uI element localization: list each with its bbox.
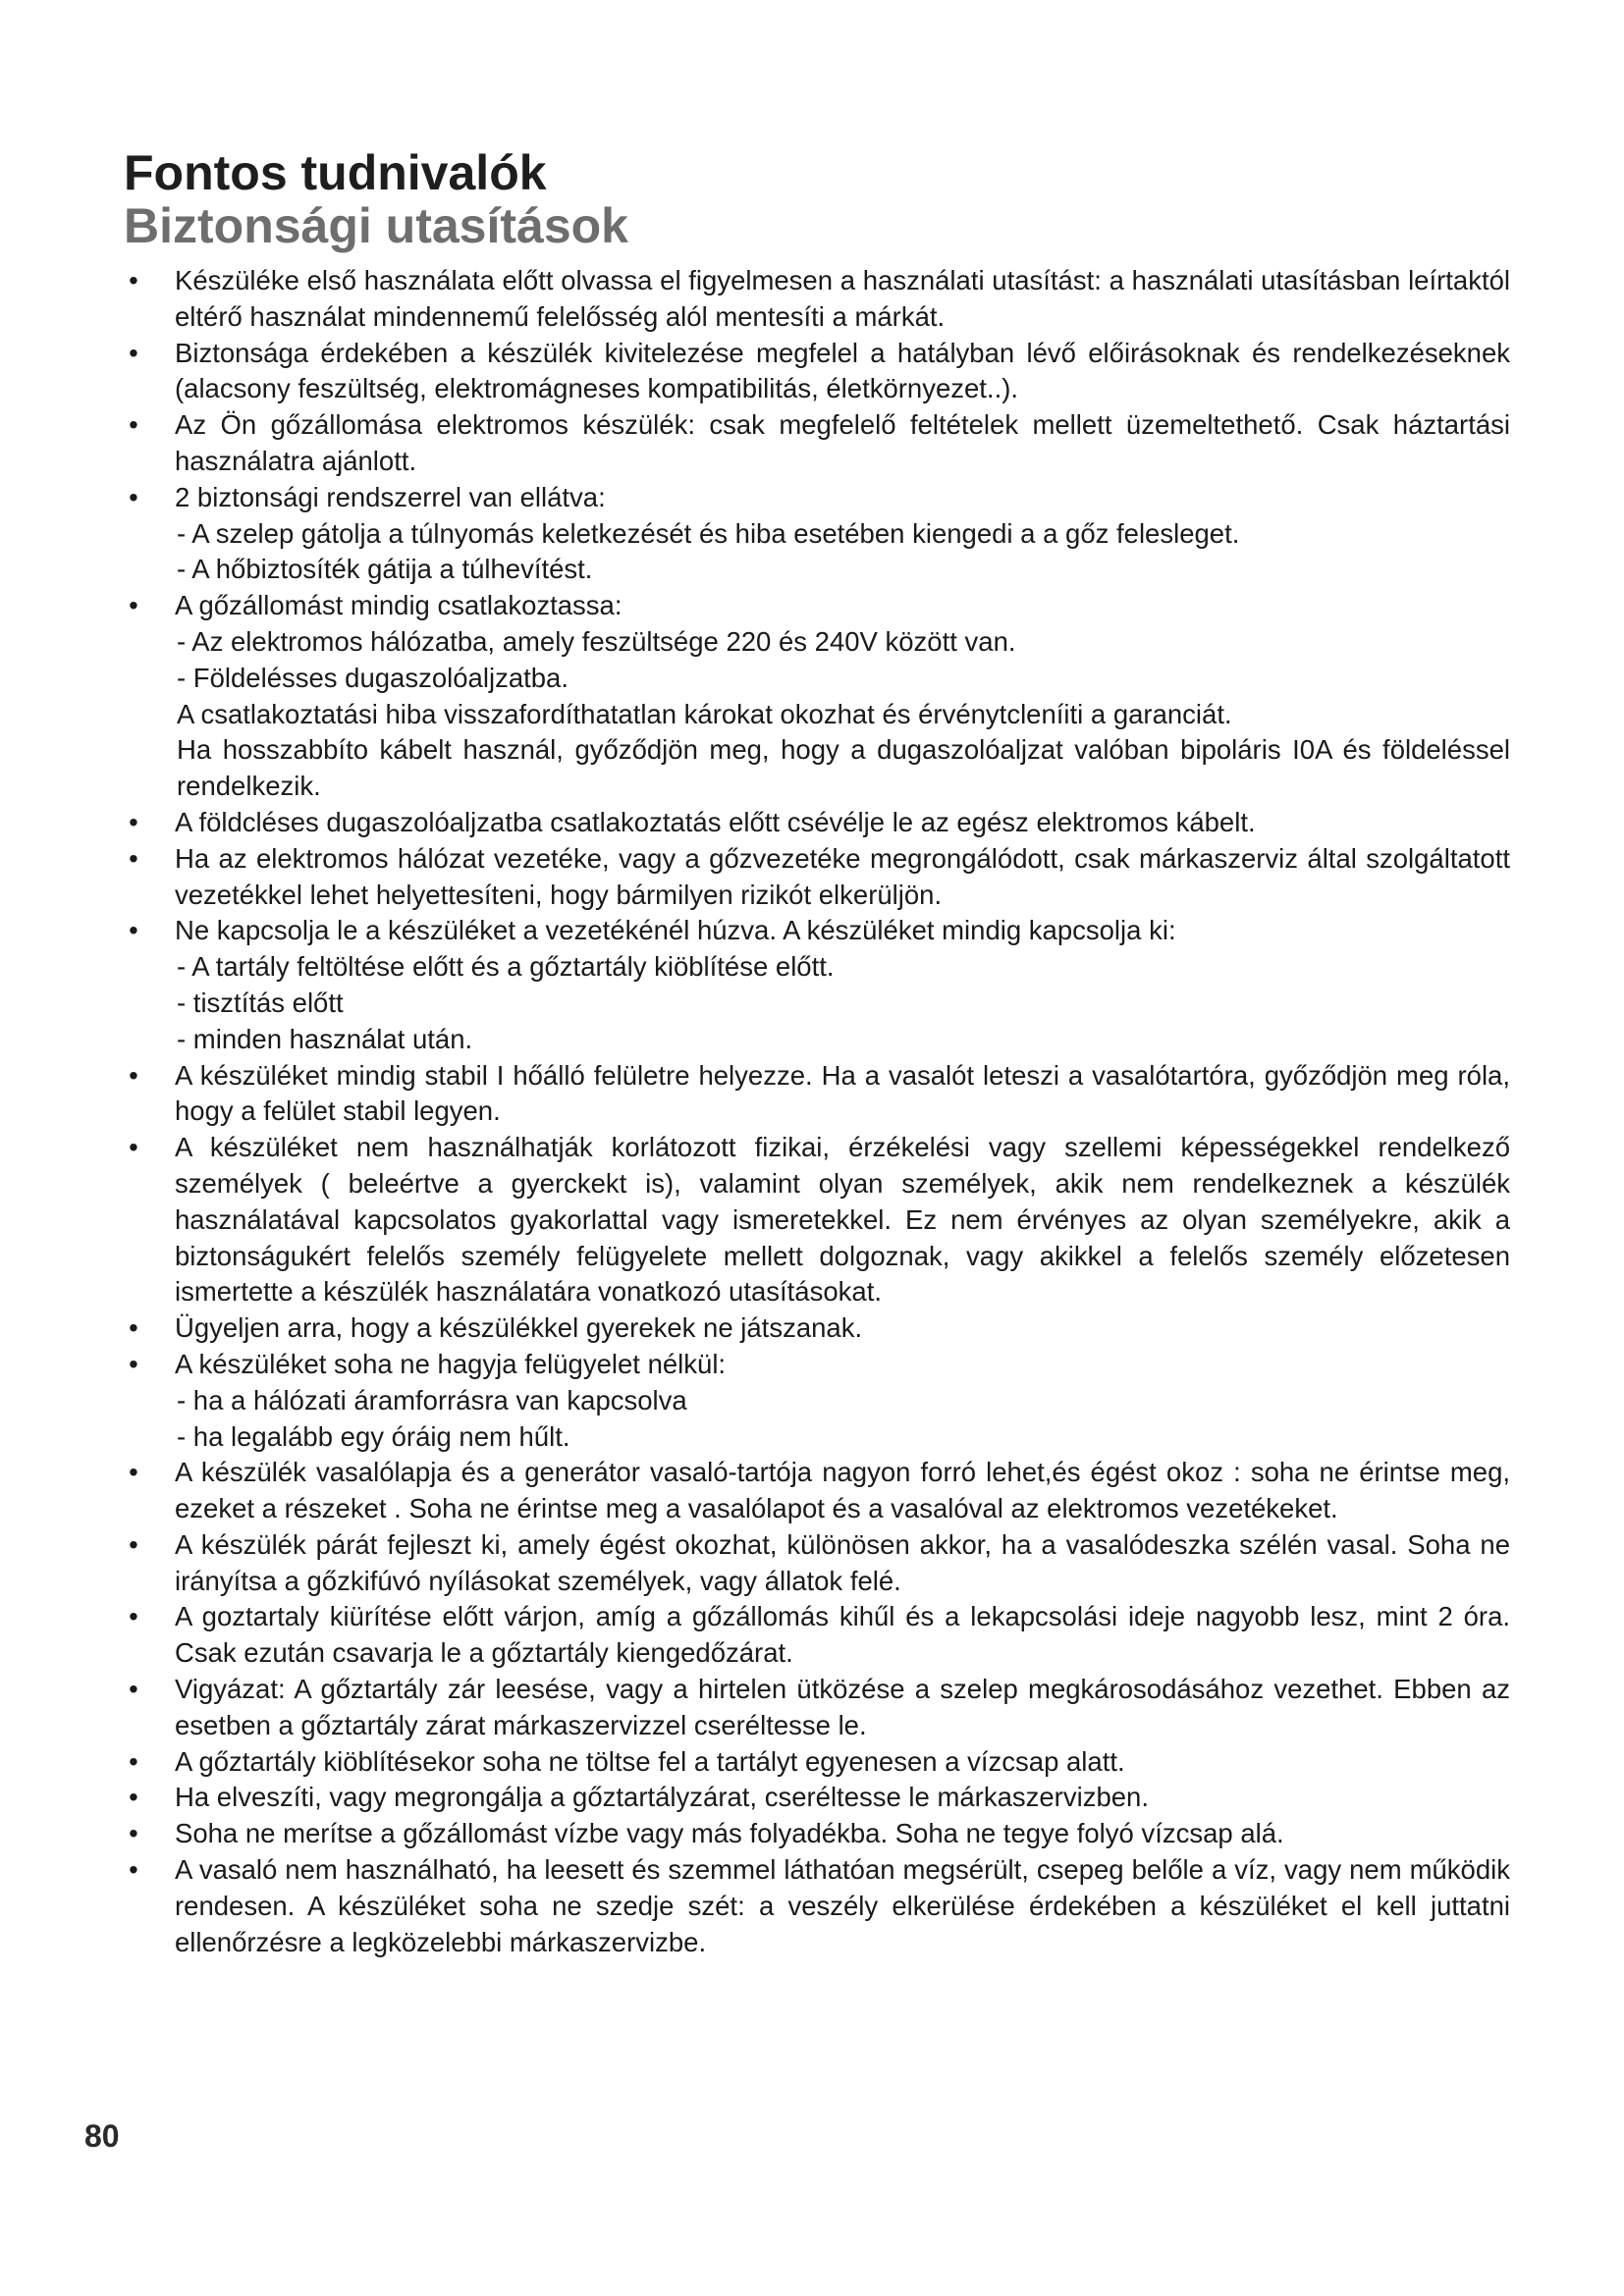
list-subitem-text: - tisztítás előtt: [177, 987, 344, 1018]
bullet-icon: •: [129, 590, 138, 621]
list-item-text: Vigyázat: A gőztartály zár leesése, vagy a hirtelen ütközése a szelep megkárosodásához vezethet. Ebben az esetben a gőztartály zárat márkaszervizzel cseréltesse le.: [175, 1674, 1510, 1740]
list-item: [124, 805, 1510, 841]
list-item: [124, 1816, 1510, 1852]
bullet-icon: •: [129, 1132, 138, 1163]
list-item: [124, 1310, 1510, 1347]
list-subitem-text: Ha hosszabbíto kábelt használ, győződjön meg, hogy a dugaszolóaljzat valóban bipoláris I0A és földeléssel rendelkezik.: [177, 734, 1510, 802]
list-item: [124, 1780, 1510, 1816]
list-item-text: A készüléket soha ne hagyja felügyelet nélkül:: [175, 1348, 727, 1379]
section-subtitle: Biztonsági utasítások: [124, 198, 628, 253]
list-item: [124, 1852, 1510, 1960]
list-subitem-text: - Földelésses dugaszolóaljzatba.: [177, 662, 568, 693]
bullet-icon: •: [129, 1528, 138, 1560]
list-subitem-text: - Az elektromos hálózatba, amely feszültsége 220 és 240V között van.: [177, 625, 1016, 657]
bullet-icon: •: [129, 1601, 138, 1632]
bullet-icon: •: [129, 806, 138, 837]
page-title: Fontos tudnivalók: [124, 145, 547, 200]
list-item-text: A készülék vasalólapja és a generátor vasaló-tartója nagyon forró lehet,és égést okoz : soha ne érintse meg, ezeket a részeket . Soha ne érintse meg a vasalólapot és a vasalóval az elektromos vezetékeket.: [175, 1457, 1510, 1524]
bullet-icon: •: [129, 1674, 138, 1705]
list-item: [124, 588, 1510, 805]
list-item-text: Ne kapcsolja le a készüléket a vezetékénél húzva. A készüléket mindig kapcsolja ki:: [175, 915, 1176, 946]
bullet-icon: •: [129, 481, 138, 512]
page-number: 80: [84, 2118, 120, 2154]
list-item: [124, 336, 1510, 408]
list-item-text: A vasaló nem használható, ha leesett és szemmel láthatóan megsérült, csepeg belőle a víz, vagy nem működik rendesen. A készüléket soha ne szedje szét: a veszély elkerülése érdekében a készüléket el kell juttatni ellenőrzésre a legközelebbi márkaszervizbe.: [175, 1854, 1510, 1957]
list-subitem-text: - A hőbiztosíték gátija a túlhevítést.: [177, 554, 593, 585]
bullet-icon: •: [129, 1457, 138, 1488]
bullet-icon: •: [129, 842, 138, 874]
list-item: [124, 1672, 1510, 1744]
list-item-text: Készüléke első használata előtt olvassa el figyelmesen a használati utasítást: a használati utasításban leírtaktól eltérő használat mindennemű felelősség alól mentesíti a márkát.: [175, 265, 1510, 332]
bullet-icon: •: [129, 1818, 138, 1849]
list-item: [124, 841, 1510, 914]
list-item-text: Ha elveszíti, vagy megrongálja a gőztartályzárat, cseréltesse le márkaszervizben.: [175, 1782, 1149, 1813]
list-item-text: A készüléket mindig stabil I hőálló felületre helyezze. Ha a vasalót leteszi a vasalótartóra, győződjön meg róla, hogy a felület stabil legyen.: [175, 1059, 1510, 1127]
list-item: [124, 1599, 1510, 1672]
list-item: [124, 1058, 1510, 1131]
list-item-text: A földcléses dugaszolóaljzatba csatlakoztatás előtt csévélje le az egész elektromos kábelt.: [175, 806, 1256, 837]
list-item-text: Az Ön gőzállomása elektromos készülék: csak megfelelő feltételek mellett üzemeltethető. Csak háztartási használatra ajánlott.: [175, 409, 1510, 476]
list-item-text: Ha az elektromos hálózat vezetéke, vagy a gőzvezetéke megrongálódott, csak márkaszerviz által szolgáltatott vezetékkel lehet helyettesíteni, hogy bármilyen rizikót elkerüljön.: [175, 842, 1510, 910]
bullet-icon: •: [129, 1854, 138, 1886]
bullet-icon: •: [129, 1745, 138, 1777]
list-item: [124, 1744, 1510, 1781]
list-item-text: 2 biztonsági rendszerrel van ellátva:: [175, 481, 606, 512]
list-item: [124, 263, 1510, 336]
list-item: [124, 480, 1510, 588]
bullet-icon: •: [129, 1348, 138, 1379]
list-item: [124, 1455, 1510, 1527]
list-subitem-text: - ha a hálózati áramforrásra van kapcsolva: [177, 1384, 687, 1415]
bullet-icon: •: [129, 1312, 138, 1344]
list-item-text: A gőzállomást mindig csatlakoztassa:: [175, 590, 623, 621]
list-subitem-text: A csatlakoztatási hiba visszafordíthatatlan károkat okozhat és érvénytcleníiti a garanciát.: [177, 698, 1232, 729]
bullet-icon: •: [129, 337, 138, 368]
list-item-text: A készülék párát fejleszt ki, amely égést okozhat, különösen akkor, ha a vasalódeszka szélén vasal. Soha ne irányítsa a gőzkifúvó nyílásokat személyek, vagy állatok felé.: [175, 1528, 1510, 1596]
list-item: [124, 1130, 1510, 1310]
list-item: [124, 407, 1510, 480]
list-subitem-text: - A szelep gátolja a túlnyomás keletkezését és hiba esetében kiengedi a a gőz felesleget.: [177, 517, 1240, 549]
bullet-icon: •: [129, 1782, 138, 1813]
list-subitem-text: - minden használat után.: [177, 1023, 473, 1054]
safety-instructions-list: [124, 263, 1510, 1960]
list-item-text: A goztartaly kiürítése előtt várjon, amíg a gőzállomás kihűl és a lekapcsolási ideje nagyobb lesz, mint 2 óra. Csak ezután csavarja le a gőztartály kiengedőzárat.: [175, 1601, 1510, 1669]
list-item-text: A gőztartály kiöblítésekor soha ne töltse fel a tartályt egyenesen a vízcsap alatt.: [175, 1745, 1125, 1777]
bullet-icon: •: [129, 915, 138, 946]
list-item-text: A készüléket nem használhatják korlátozott fizikai, érzékelési vagy szellemi képességekkel rendelkező személyek ( beleértve a gyerckekt is), valamint olyan személyek, akik nem rendelkeznek a készülék használatával kapcsolatos gyakorlattal vagy ismeretekkel. Ez nem érvényes az olyan személyekre, akik a biztonságukért felelős személy felügyelete mellett dolgoznak, vagy akikkel a felelős személy előzetesen ismertette a készülék használatára vonatkozó utasításokat.: [175, 1132, 1510, 1308]
list-subitem-text: - A tartály feltöltése előtt és a gőztartály kiöblítése előtt.: [177, 951, 835, 983]
list-item: [124, 1527, 1510, 1600]
list-item-text: Biztonsága érdekében a készülék kivitelezése megfelel a hatályban lévő előirásoknak és rendelkezéseknek (alacsony feszültség, elektromágneses kompatibilitás, életkörnyezet..).: [175, 337, 1510, 404]
list-subitem-text: - ha legalább egy óráig nem hűlt.: [177, 1420, 570, 1452]
list-item-text: Soha ne merítse a gőzállomást vízbe vagy más folyadékba. Soha ne tegye folyó vízcsap alá.: [175, 1818, 1284, 1849]
list-item: [124, 1347, 1510, 1455]
bullet-icon: •: [129, 265, 138, 295]
list-item: [124, 913, 1510, 1057]
bullet-icon: •: [129, 1059, 138, 1091]
bullet-icon: •: [129, 409, 138, 441]
list-item-text: Ügyeljen arra, hogy a készülékkel gyerekek ne játszanak.: [175, 1312, 863, 1344]
